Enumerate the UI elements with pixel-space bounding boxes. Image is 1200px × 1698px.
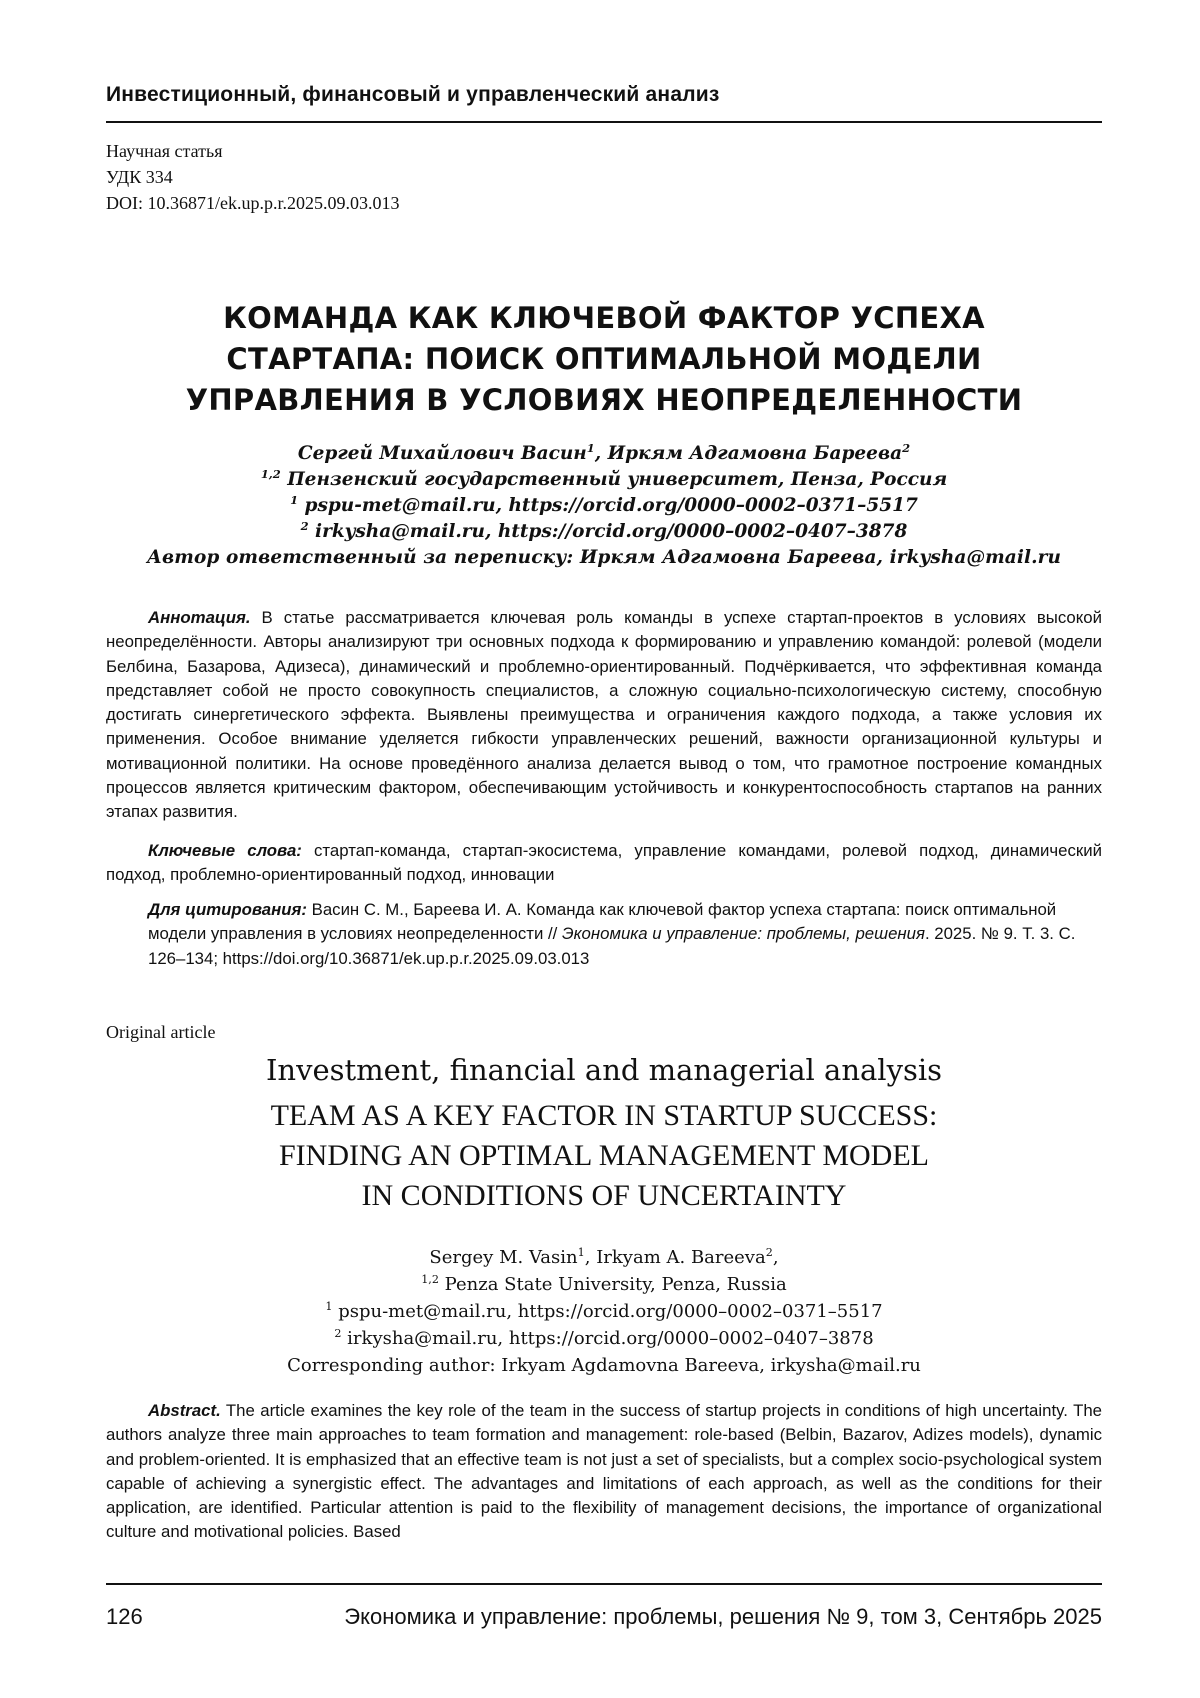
ru-corresponding-author: Автор ответственный за переписку: Иркям Адгамовна Бареева, irkysha@mail.ru xyxy=(146,547,1062,568)
ru-title-line: СТАРТАПА: ПОИСК ОПТИМАЛЬНОЙ МОДЕЛИ xyxy=(226,342,982,376)
ru-authors-line: Сергей Михайлович Васин$^1$, Иркям Адгамовна Бареева$^2$ xyxy=(297,440,911,464)
ru-contact-2-link[interactable]: irkysha@mail.ru, https://orcid.org/0000–0002–0407–3878 xyxy=(308,521,908,542)
header-divider xyxy=(106,121,1102,123)
en-abstract-text: The article examines the key role of the team in the success of startup projects in conditions of high uncertainty. The authors analyze three main approaches to team formation and management: role-based (Belbin, Bazarov, Adizes models), dynamic and problem-oriented. It is emphasized that an effective team is not just a set of specialists, but a complex socio-psychological system capable of achieving a synergistic effect. The advantages and limitations of each approach, as well as the conditions for their application, are identified. Particular attention is paid to the flexibility of management decisions, the importance of organizational culture and motivational policies. Based xyxy=(106,1401,1102,1542)
en-title-line: FINDING AN OPTIMAL MANAGEMENT MODEL xyxy=(279,1139,929,1172)
ru-abstract-text: В статье рассматривается ключевая роль команды в успехе стартап-проектов в условиях высокой неопределённости. Авторы анализируют три основных подхода к формированию и управлению командой: ролевой (модели Белбина, Базарова, Адизеса), динамический и проблемно-ориентированный. Подчёркивается, что эффективная команда представляет собой не просто совокупность специалистов, а сложную социально-психологическую систему, способную достигать синергетического эффекта. Выявлены преимущества и ограничения каждого подхода, а также условия их применения. Особое внимание уделяется гибкости управленческих решений, важности организационной культуры и мотивационной политики. На основе проведённого анализа делается вывод о том, что грамотное построение командных процессов является критическим фактором, обеспечивающим устойчивость и конкурентоспособность стартапов на ранних этапах развития. xyxy=(106,608,1102,822)
ru-contact-2: $^2$ irkysha@mail.ru, https://orcid.org/0000–0002–0407–3878 xyxy=(300,518,908,542)
ru-abstract-label: Аннотация. xyxy=(148,608,251,627)
en-author-2: Irkyam A. Bareeva xyxy=(596,1247,766,1268)
journal-name: Экономика и управление: проблемы, решения № 9, том 3, Сентябрь 2025 xyxy=(344,1604,1102,1629)
ru-citation-journal: Экономика и управление: проблемы, решения xyxy=(561,924,925,944)
ru-citation-label: Для цитирования: xyxy=(148,900,307,919)
en-affiliation: $^{1,2}$ Penza State University, Penza, Russia xyxy=(421,1273,787,1295)
en-title-line: IN CONDITIONS OF UNCERTAINTY xyxy=(361,1179,847,1212)
en-title-line: TEAM AS A KEY FACTOR IN STARTUP SUCCESS: xyxy=(270,1099,938,1132)
en-abstract xyxy=(106,1399,1102,1545)
en-contact-2: $^2$ irkysha@mail.ru, https://orcid.org/0000–0002–0407–3878 xyxy=(334,1327,874,1349)
ru-contact-1-link[interactable]: pspu-met@mail.ru, https://orcid.org/0000–0002–0371–5517 xyxy=(298,495,918,516)
ru-keywords-text: стартап-команда, стартап-экосистема, управление командами, ролевой подход, динамический подход, проблемно-ориентированный подход, инновации xyxy=(106,841,1102,885)
ru-title-line: КОМАНДА КАК КЛЮЧЕВОЙ ФАКТОР УСПЕХА xyxy=(223,301,985,335)
en-corresponding-author: Corresponding author: Irkyam Agdamovna Bareeva, irkysha@mail.ru xyxy=(287,1355,921,1376)
ru-title-line: УПРАВЛЕНИЯ В УСЛОВИЯХ НЕОПРЕДЕЛЕННОСТИ xyxy=(185,383,1023,417)
en-contact-2-link[interactable]: irkysha@mail.ru, https://orcid.org/0000–0002–0407–3878 xyxy=(341,1328,874,1349)
section-header: Инвестиционный, финансовый и управленческий анализ xyxy=(106,83,720,106)
en-author-block xyxy=(106,1244,1102,1379)
footer-divider xyxy=(106,1583,1102,1585)
article-meta xyxy=(106,138,399,216)
ru-keywords xyxy=(106,839,1102,888)
article-type: Научная статья xyxy=(106,141,223,161)
ru-author-2: Иркям Адгамовна Бареева xyxy=(607,443,903,464)
en-section-title: Investment, financial and managerial analysis xyxy=(265,1053,943,1087)
ru-contact-1: $^1$ pspu-met@mail.ru, https://orcid.org/0000–0002–0371–5517 xyxy=(290,492,918,516)
ru-author-block xyxy=(106,441,1102,571)
original-article-label: Original article xyxy=(106,1022,216,1042)
ru-abstract xyxy=(106,606,1102,825)
udc-code: УДК 334 xyxy=(106,167,173,187)
ru-affiliation: $^{1,2}$ Пензенский государственный университет, Пенза, Россия xyxy=(260,466,948,490)
ru-citation: Для цитирования: Васин С. М., Бареева И. А. Команда как ключевой фактор успеха стартапа: поиск оптимальной модели управления в условиях неопределенности // Экономика и управление: проблемы, решения. 2025. № 9. Т. 3. С. 126–134; https://doi.org/10.36871/ek.up.p.r.2025.09.03.013 xyxy=(148,900,1076,968)
page-number: 126 xyxy=(106,1604,143,1629)
en-contact-1-link[interactable]: pspu-met@mail.ru, https://orcid.org/0000–0002–0371–5517 xyxy=(332,1301,883,1322)
ru-author-1: Сергей Михайлович Васин xyxy=(297,443,587,464)
en-abstract-label: Abstract. xyxy=(148,1401,221,1420)
doi: DOI: 10.36871/ek.up.p.r.2025.09.03.013 xyxy=(106,193,400,213)
en-authors-line: Sergey M. Vasin$^1$, Irkyam A. Bareeva$^2$, xyxy=(429,1246,779,1268)
en-author-1: Sergey M. Vasin xyxy=(429,1247,578,1268)
en-contact-1: $^1$ pspu-met@mail.ru, https://orcid.org/0000–0002–0371–5517 xyxy=(325,1300,883,1322)
ru-keywords-label: Ключевые слова: xyxy=(148,841,302,860)
ru-article-title xyxy=(106,298,1102,421)
en-article-title xyxy=(106,1096,1102,1216)
